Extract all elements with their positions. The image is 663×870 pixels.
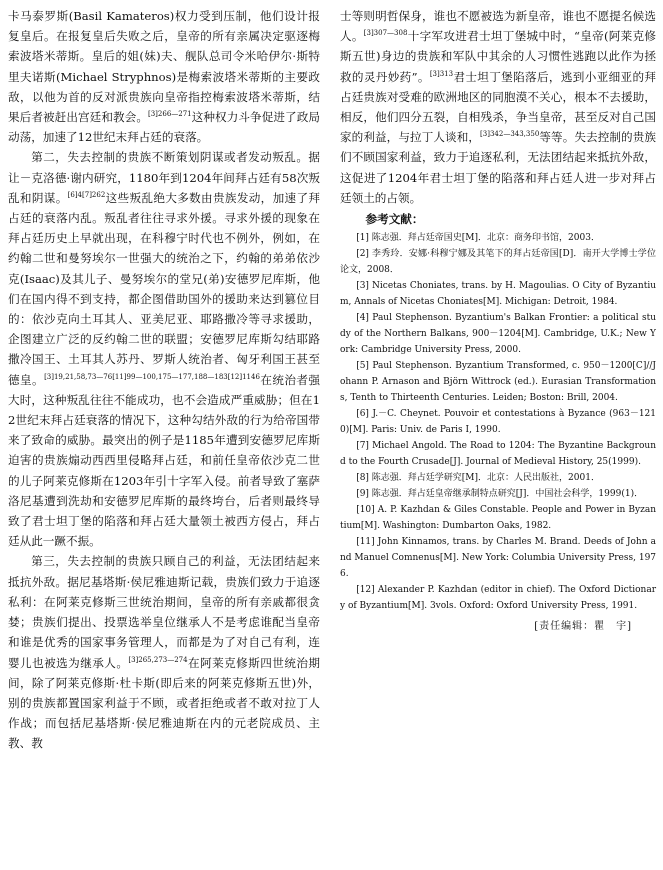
paragraph-text: 第三，失去控制的贵族只顾自己的利益，无法团结起来抵抗外敌。据尼基塔斯·侯尼雅迪斯记载，贵族们致力于追逐私利：在阿莱克修斯三世统治期间，皇帝的所有亲戚都很贪婪；贵族们提出、投票选举皇位继承人不是考虑谁配当皇帝和谁是优秀的国家事务管理人，而都是为了对自己有利，连婴儿也被选为继承人。	[8, 554, 320, 670]
body-paragraph-3	[8, 551, 320, 753]
paragraph-text: 这种权力斗争促进了政局动荡，加速了12世纪末拜占廷的衰落。	[8, 110, 320, 145]
reference-item: [10] A. P. Kazhdan & Giles Constable. People and Power in Byzantium[M]. Washington: Dumbarton Oaks, 1982.	[340, 505, 656, 532]
reference-item: [1] 陈志强．拜占廷帝国史[M]．北京：商务印书馆，2003．	[356, 233, 600, 244]
reference-item: [5] Paul Stephenson. Byzantium Transformed, c. 950－1200[C]//Johann P. Arnason and Björn Wittrock (ed.). Eurasian Transformations, Tenth to Thirteenth Centuries. Leiden; Boston: Brill, 2004.	[340, 361, 656, 404]
paragraph-text: 这些叛乱绝大多数由贵族发动，加速了拜占廷的衰落内乱。叛乱者往往寻求外援。寻求外援的现象在拜占廷历史上早就出现，在科穆宁时代也不例外，例如，在约翰二世和曼努埃尔一世强大的统治之下，约翰的弟弟依沙克(Isaac)及其儿子、曼努埃尔的堂兄(弟)安德罗尼库斯，他们在国内得不到支持，都企图借助国外的援助来达到篡位目的：依沙克向土耳其人、亚美尼亚、耶路撒冷等寻求援助，企图建立广泛的反约翰二世的联盟；安德罗尼库斯勾结耶路撒冷国王、土耳其人苏丹、罗斯人统治者、匈牙利国王甚至德皇。	[8, 190, 320, 387]
paragraph-text: 等等。失去控制的贵族们不顾国家利益，致力于追逐私利，无法团结起来抵抗外敌，这促进了1204年君士坦丁堡的陷落和拜占廷人进一步对拜占廷领土的占领。	[340, 130, 656, 205]
citation-superscript: [3]313	[429, 69, 454, 78]
paragraph-text: 在阿莱克修斯四世统治期间，除了阿莱克修斯·杜卡斯(即后来的阿莱克修斯五世)外，别的贵族都置国家利益于不顾，或者拒绝或者不敢对拉丁人作战；而包括尼基塔斯·侯尼雅迪斯在内的元老院成员、主教、教	[8, 655, 320, 751]
body-paragraph-1	[8, 6, 320, 147]
reference-list	[340, 230, 656, 614]
reference-item: [6] J.－C. Cheynet. Pouvoir et contestations à Byzance (963－1210)[M]. Paris: Univ. de Paris I, 1990.	[340, 409, 656, 436]
editor-note: [责任编辑：瞿 宇]	[534, 621, 632, 633]
reference-item: [9] 陈志强．拜占廷皇帝继承制特点研究[J]．中国社会科学，1999(1)．	[356, 489, 644, 500]
right-column	[340, 6, 656, 636]
reference-item: [4] Paul Stephenson. Byzantium's Balkan Frontier: a political study of the Northern Balkans, 900－1204[M]. Cambridge, U.K.; New York: Cambridge University Press, 2000.	[340, 313, 656, 356]
body-paragraph-4	[340, 6, 656, 208]
citation-superscript: [3]266—271	[148, 110, 192, 119]
reference-item: [2] 李秀玲．安娜·科穆宁娜及其笔下的拜占廷帝国[D]．南开大学博士学位论文，2008．	[340, 249, 656, 276]
left-column	[8, 6, 320, 754]
body-paragraph-2	[8, 147, 320, 551]
paragraph-text: 第二，失去控制的贵族不断策划阴谋或者发动叛乱。据让－克洛德·谢内研究，1180年到1204年间拜占廷有58次叛乱和阴谋。	[8, 150, 320, 205]
paragraph-text: 在统治者强大时，这种叛乱往往不能成功，也不会造成严重威胁；但在12世纪末拜占廷衰落的情况下，这种勾结外敌的行为给帝国带来了致命的威胁。最突出的例子是1185年遭到安德罗尼库斯迫害的贵族煽动西西里侵略拜占廷，和前任皇帝依沙克二世的儿子阿莱克修斯在1203年引十字军入侵。前者导致了塞萨洛尼基遭到洗劫和安德罗尼库斯的最终垮台，后者则最终导致了君士坦丁堡的陷落和拜占廷大量领土被西方侵占，拜占廷从此一蹶不振。	[8, 372, 320, 549]
reference-item: [7] Michael Angold. The Road to 1204: The Byzantine Background to the Fourth Crusade[J]. Journal of Medieval History, 25(1999).	[340, 441, 656, 468]
citation-superscript: [3]19,21,58,73—76[11]99—100,175—177,188—183[12]1146	[44, 372, 260, 381]
paragraph-text: 君士坦丁堡陷落后，逃到小亚细亚的拜占廷贵族对受难的欧洲地区的同胞漠不关心，根本不去援助，相反，他们四分五裂，自相残杀，争当皇帝，甚至反对自己国家的利益，与拉丁人谈和，	[340, 69, 656, 145]
citation-superscript: [6]4[7]262	[67, 190, 106, 199]
citation-superscript: [3]307—308	[363, 29, 408, 38]
reference-item: [3] Nicetas Choniates, trans. by H. Magoulias. O City of Byzantium, Annals of Nicetas Choniates[M]. Michigan: Detroit, 1984.	[340, 281, 656, 308]
citation-superscript: [3]342—343,350	[480, 130, 540, 139]
reference-item: [11] John Kinnamos, trans. by Charles M. Brand. Deeds of John and Manuel Comnenus[M]. New York: Columbia University Press, 1976.	[340, 537, 657, 580]
paragraph-text: 卡马泰罗斯(Basil Kamateros)权力受到压制，他们设计报复皇后。在报复皇后失败之后，皇帝的所有亲属决定驱逐梅索波塔米蒂斯。皇后的姐(妹)夫、舰队总司令米哈伊尔·斯特里夫诺斯(Michael Stryphnos)是梅索波塔米蒂斯的主要政敌，以他为首的反对派贵族向皇帝指控梅索波塔米蒂斯，结果后者被赶出宫廷和教会。	[8, 9, 320, 125]
reference-item: [12] Alexander P. Kazhdan (editor in chief). The Oxford Dictionary of Byzantium[M]. 3vols. Oxford: Oxford University Press, 1991.	[340, 585, 656, 612]
paragraph-text: 士等则明哲保身，谁也不愿被选为新皇帝，谁也不愿提名候选人。	[340, 9, 656, 44]
paragraph-text: 十字军攻进君士坦丁堡城中时，“皇帝(阿莱克修斯五世)身边的贵族和军队中其余的人习惯性逃跑以此作为拯救的灵丹妙药”。	[340, 29, 656, 84]
citation-superscript: [3]265,273—274	[128, 655, 188, 664]
reference-item: [8] 陈志强．拜占廷学研究[M]．北京：人民出版社，2001．	[356, 473, 600, 484]
references-heading: 参考文献：	[365, 212, 424, 227]
